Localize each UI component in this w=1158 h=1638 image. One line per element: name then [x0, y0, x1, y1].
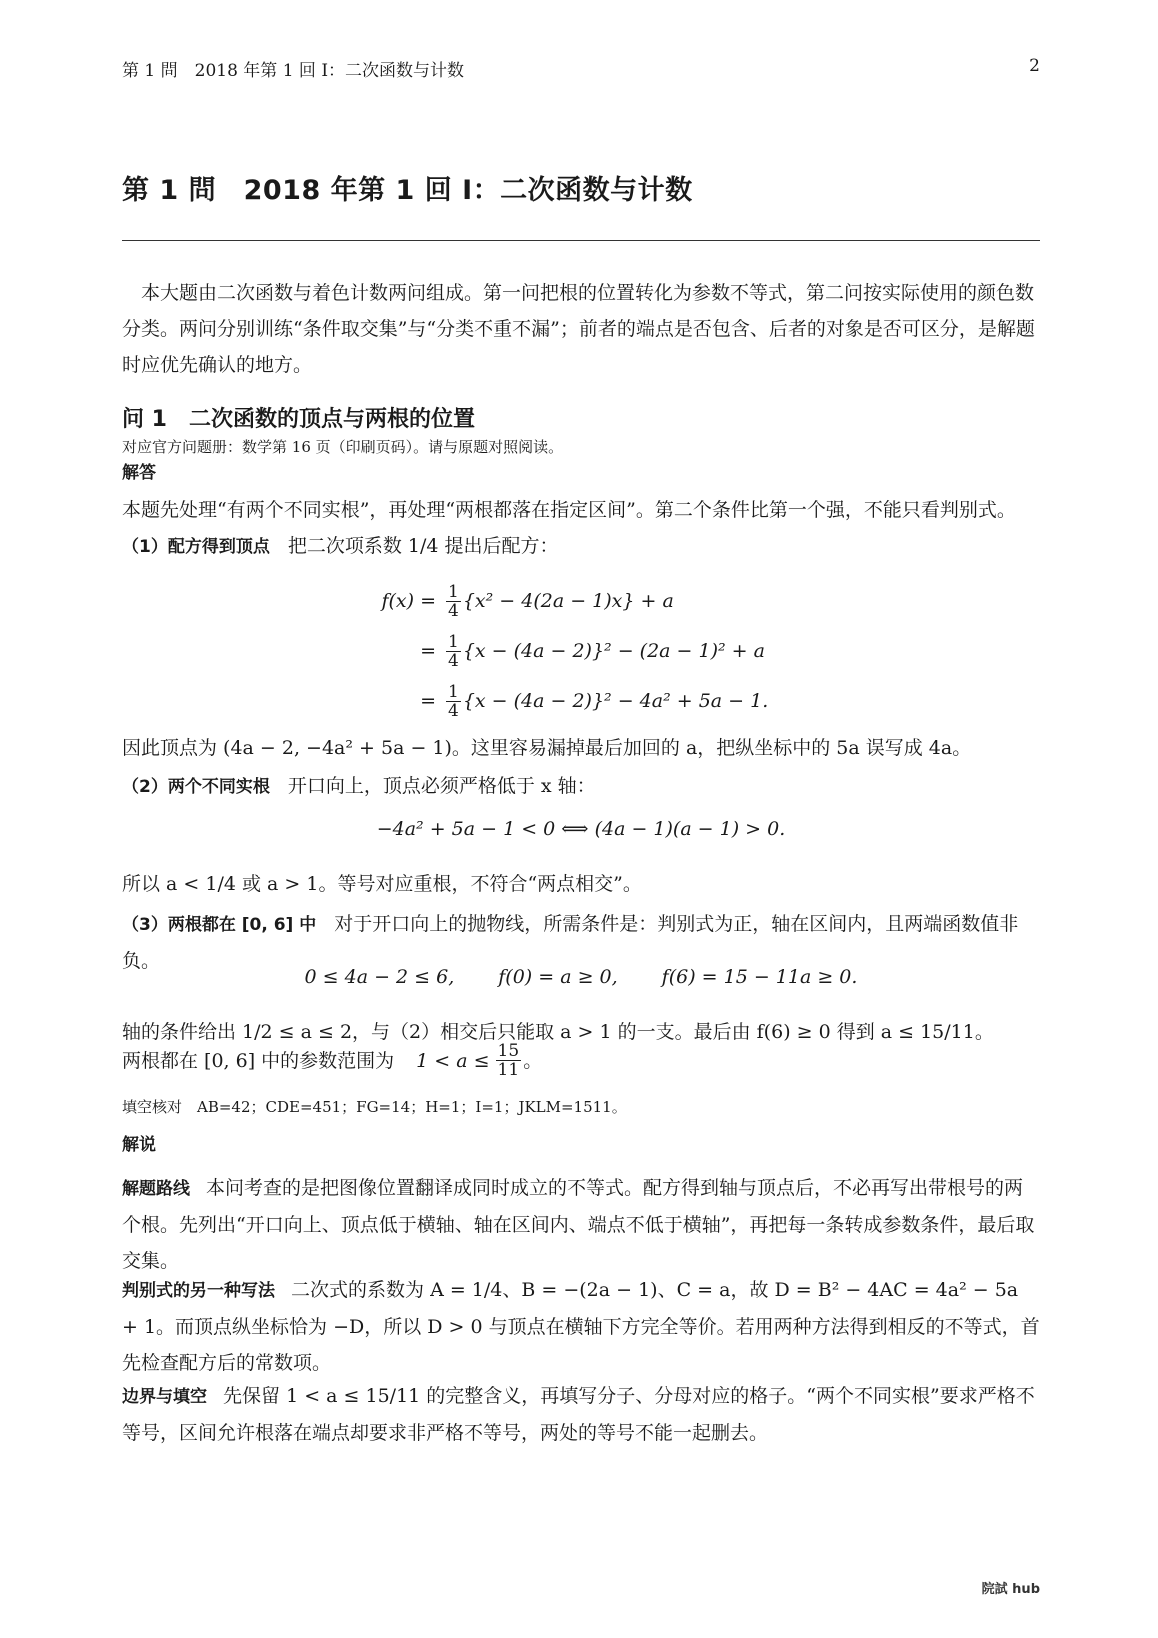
fraction-quarter: $\frac{1}{4}$: [448, 631, 459, 671]
f0-condition: f(0) = a ≥ 0,: [498, 966, 618, 988]
axis-condition: 0 ≤ 4a − 2 ≤ 6,: [304, 966, 455, 988]
explanation-discriminant: [122, 1272, 1040, 1381]
equation-lhs: f(x) =: [381, 590, 436, 612]
boundary-text: 先保留 1 < a ≤ 15/11 的完整含义，再填写分子、分母对应的格子。“两个不同实根”要求严格不等号，区间允许根落在端点却要求非严格不等号，两处的等号不能一起删去。: [122, 1385, 1035, 1444]
explanation-route: [122, 1170, 1040, 1279]
range-fraction: $\frac{15}{11}$: [497, 1041, 520, 1080]
equation-row-2: {x − (4a − 2)}² − (2a − 1)² + a: [462, 640, 765, 662]
reference-note: 对应官方问题册：数学第 16 页（印刷页码）。请与原题对照阅读。: [122, 438, 564, 456]
running-header: [122, 56, 1040, 81]
step2-text: 开口向上，顶点必须严格低于 x 轴：: [287, 775, 596, 797]
step3-label: （3）两根都在 [0, 6] 中: [122, 915, 317, 935]
question-heading: 问 1 二次函数的顶点与两根的位置: [122, 407, 475, 432]
equals-sign: =: [420, 640, 436, 662]
discriminant-inequality: −4a² + 5a − 1 < 0 ⟺ (4a − 1)(a − 1) > 0.: [376, 818, 786, 840]
step2-label: （2）两个不同实根: [122, 777, 270, 797]
explanation-label: 解说: [122, 1135, 156, 1155]
equation-row: [368, 576, 768, 626]
interval-conditions: [122, 966, 1040, 988]
step3-conclusion: 轴的条件给出 1/2 ≤ a ≤ 2，与（2）相交后只能取 a > 1 的一支。最后由 f(6) ≥ 0 得到 a ≤ 15/11。: [122, 1021, 994, 1043]
page-number: 2: [1029, 56, 1040, 76]
range-text: 两根都在 [0, 6] 中的参数范围为: [122, 1049, 395, 1072]
step2-line: [122, 768, 1040, 805]
page-title: 第 1 問 2018 年第 1 回 I：二次函数与计数: [122, 175, 693, 206]
equals-sign: =: [420, 690, 436, 712]
completing-square-equation: [368, 576, 768, 726]
answer-intro: 本题先处理“有两个不同实根”，再处理“两根都落在指定区间”。第二个条件比第一个强，不能只看判别式。: [122, 499, 1016, 521]
step2-conclusion: 所以 a < 1/4 或 a > 1。等号对应重根，不符合“两点相交”。: [122, 873, 642, 895]
equation-row: [368, 626, 768, 676]
step3-text: 对于开口向上的抛物线，所需条件是：判别式为正，轴在区间内，且两端函数值非负。: [122, 913, 1019, 972]
step1-label: （1）配方得到顶点: [122, 537, 270, 557]
route-text: 本问考查的是把图像位置翻译成同时成立的不等式。配方得到轴与顶点后，不必再写出带根号的两个根。先列出“开口向上、顶点低于横轴、轴在区间内、端点不低于横轴”，再把每一条转成参数条件，最后取交集。: [122, 1177, 1035, 1272]
fill-in-check: 填空核对 AB=42；CDE=451；FG=14；H=1；I=1；JKLM=1511。: [122, 1098, 627, 1116]
equation-row-3: {x − (4a − 2)}² − 4a² + 5a − 1.: [462, 690, 769, 712]
vertex-text: 因此顶点为 (4a − 2, −4a² + 5a − 1)。这里容易漏掉最后加回的 a，把纵坐标中的 5a 误写成 4a。: [122, 737, 972, 759]
title-divider: [122, 240, 1040, 241]
footer-brand: 院試 hub: [981, 1582, 1040, 1597]
step1-text: 把二次项系数 1/4 提出后配方：: [287, 535, 559, 557]
step1-line: [122, 528, 1040, 565]
discriminant-text: 二次式的系数为 A = 1/4、B = −(2a − 1)、C = a，故 D = B² − 4AC = 4a² − 5a + 1。而顶点纵坐标恰为 −D，所以 D > 0 与顶点在横轴下方完全等价。若用两种方法得到相反的不等式，首先检查配方后的常数项。: [122, 1279, 1040, 1374]
intro-paragraph: 本大题由二次函数与着色计数两问组成。第一问把根的位置转化为参数不等式，第二问按实际使用的颜色数分类。两问分别训练“条件取交集”与“分类不重不漏”；前者的端点是否包含、后者的对象是否可区分，是解题时应优先确认的地方。: [122, 282, 1035, 376]
f6-condition: f(6) = 15 − 11a ≥ 0.: [661, 966, 858, 988]
running-title: 第 1 問 2018 年第 1 回 I：二次函数与计数: [122, 61, 465, 81]
discriminant-label: 判别式的另一种写法: [122, 1281, 275, 1301]
equation-row-1: {x² − 4(2a − 1)x} + a: [462, 590, 674, 612]
fraction-quarter: $\frac{1}{4}$: [448, 681, 459, 721]
route-label: 解题路线: [122, 1179, 190, 1199]
range-result: [122, 1042, 1040, 1079]
answer-label: 解答: [122, 463, 156, 483]
equation-row: [368, 676, 768, 726]
range-expression: 1 < a ≤: [416, 1049, 490, 1072]
boundary-label: 边界与填空: [122, 1387, 207, 1407]
explanation-boundary: [122, 1378, 1040, 1451]
range-end: 。: [523, 1049, 543, 1072]
fraction-quarter: $\frac{1}{4}$: [448, 581, 459, 621]
